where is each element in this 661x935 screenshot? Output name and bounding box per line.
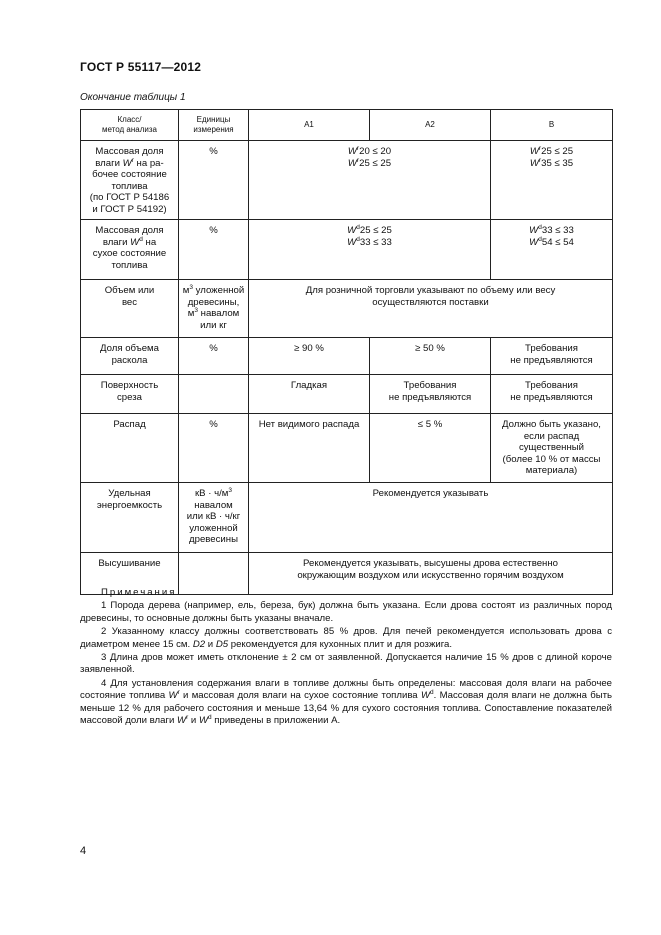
value-moisture-working-b: $W^r25 \le 25$ $W^r35 \le 35$ [491, 141, 613, 220]
label-moisture-working: Массовая доля влаги $W^r$ на ра- бочее состояние топлива (по ГОСТ Р 54186 и ГОСТ Р 54192) [81, 141, 179, 220]
label-volume-weight: Объем или вес [81, 280, 179, 338]
value-volume-weight: Для розничной торговли указывают по объему или весу осуществляются поставки [249, 280, 613, 338]
value-cut-surface-a1: Гладкая [249, 375, 370, 414]
header-a1: А1 [249, 110, 370, 141]
unit-volume-weight: $м^3$ уложенной древесины, $м^3$ навалом или кг [179, 280, 249, 338]
value-moisture-working-a: $W^r20 \le 20$ $W^r25 \le 25$ [249, 141, 491, 220]
unit-moisture-dry: % [179, 220, 249, 280]
value-decay-b: Должно быть указано, если распад существенный (более 10 % от массы материала) [491, 414, 613, 483]
page-number: 4 [80, 845, 87, 857]
row-decay [81, 414, 613, 483]
label-drying: Высушивание [81, 553, 179, 595]
notes-section [80, 587, 612, 728]
value-decay-a2: ≤ 5 % [370, 414, 491, 483]
header-units: Единицы измерения [179, 110, 249, 141]
label-energy: Удельная энергоемкость [81, 483, 179, 553]
row-cut-surface [81, 375, 613, 414]
value-split-share-a1: ≥ 90 % [249, 338, 370, 375]
value-drying: Рекомендуется указывать, высушены дрова естественно окружающим воздухом или искусственно горячим воздухом [249, 553, 613, 595]
unit-moisture-working: % [179, 141, 249, 220]
value-split-share-b: Требования не предъявляются [491, 338, 613, 375]
row-moisture-working [81, 141, 613, 220]
label-moisture-dry: Массовая доля влаги $W^d$ на сухое состояние топлива [81, 220, 179, 280]
table-caption: Окончание таблицы 1 [80, 92, 186, 103]
row-moisture-dry [81, 220, 613, 280]
note-1: 1 Порода дерева (например, ель, береза, бук) должна быть указана. Если дрова состоят из различных пород древесины, то основные должны быть указаны вначале. [80, 600, 612, 624]
note-4: 4 Для установления содержания влаги в топливе должны быть определены: массовая доля влаги на рабочее состояние топлива $W^r$ и массовая доля влаги на сухое состояние топлива $W^d$. Массовая доля влаги не должна быть меньше 12 % для рабочего состояния и меньше 13,64 % для сухого состояния топлива. Сопоставление показателей массовой доли влаги $W^r$ и $W^d$ приведены в приложении А. [80, 677, 612, 727]
row-split-share [81, 338, 613, 375]
value-cut-surface-b: Требования не предъявляются [491, 375, 613, 414]
value-decay-a1: Нет видимого распада [249, 414, 370, 483]
header-class-method: Класс/ метод анализа [81, 110, 179, 141]
table-header-row [81, 110, 613, 141]
value-moisture-dry-b: $W^d33 \le 33$ $W^d54 \le 54$ [491, 220, 613, 280]
label-decay: Распад [81, 414, 179, 483]
unit-split-share: % [179, 338, 249, 375]
requirements-table [80, 109, 613, 595]
value-cut-surface-a2: Требования не предъявляются [370, 375, 491, 414]
value-energy: Рекомендуется указывать [249, 483, 613, 553]
notes-title: Примечания [101, 587, 177, 598]
unit-energy: кВ · $ч/м^3$ навалом или кВ · ч/кг уложенной древесины [179, 483, 249, 553]
note-2: 2 Указанному классу должны соответствовать 85 % дров. Для печей рекомендуется использовать дрова с диаметром менее 15 см. D2 и D5 рекомендуется для кухонных плит и для розжига. [80, 626, 612, 650]
header-b: В [491, 110, 613, 141]
row-volume-weight [81, 280, 613, 338]
row-energy [81, 483, 613, 553]
value-moisture-dry-a: $W^d25 \le 25$ $W^d33 \le 33$ [249, 220, 491, 280]
note-3: 3 Длина дров может иметь отклонение ± 2 см от заявленной. Допускается наличие 15 % дров с длиной короче заявленной. [80, 652, 612, 676]
label-split-share: Доля объема раскола [81, 338, 179, 375]
label-cut-surface: Поверхность среза [81, 375, 179, 414]
value-split-share-a2: ≥ 50 % [370, 338, 491, 375]
unit-cut-surface [179, 375, 249, 414]
unit-decay: % [179, 414, 249, 483]
document-code-header: ГОСТ Р 55117—2012 [80, 60, 202, 74]
header-a2: А2 [370, 110, 491, 141]
